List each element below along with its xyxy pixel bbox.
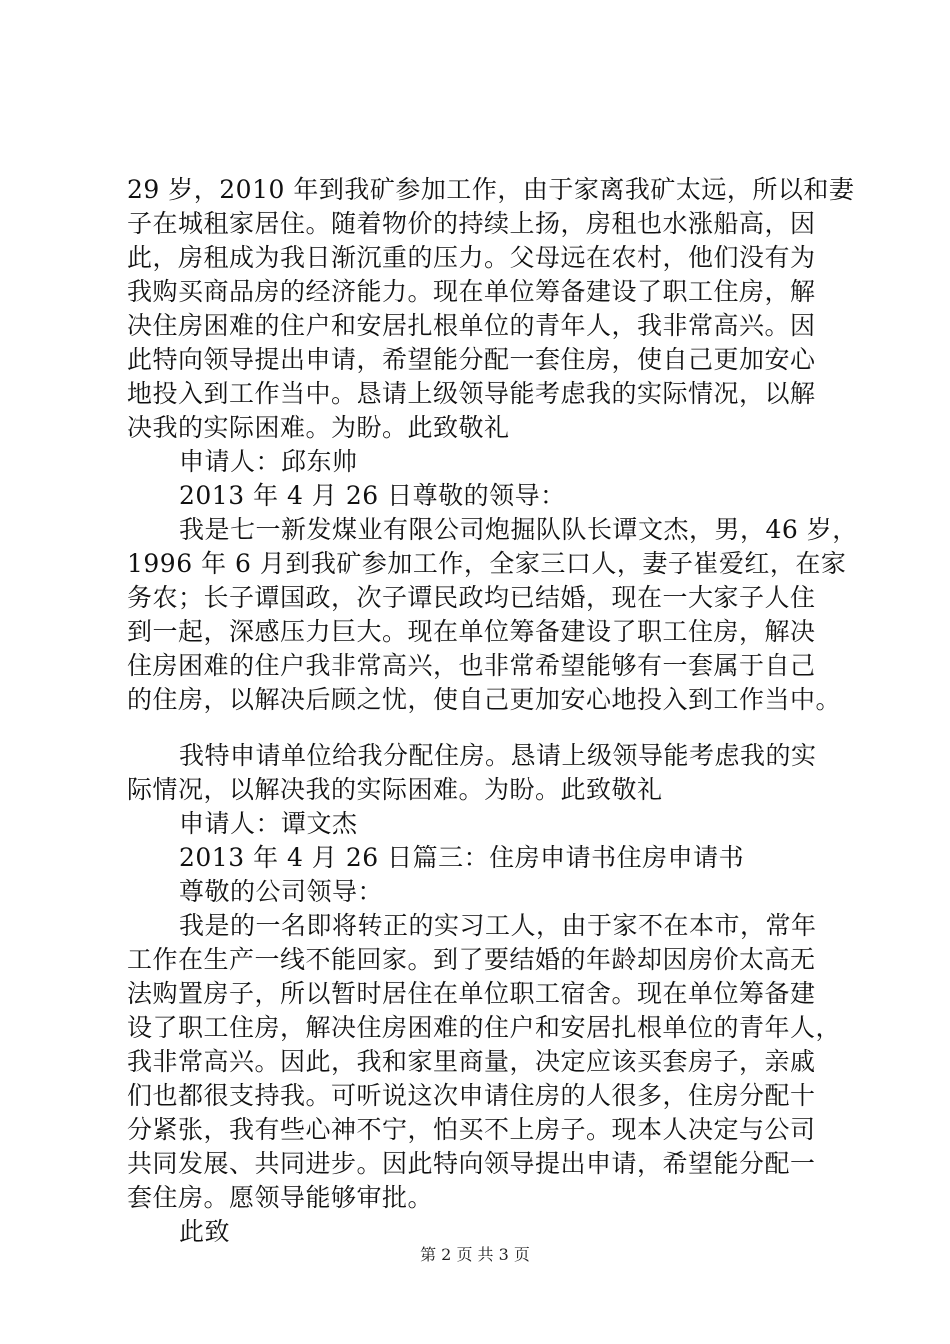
text-line: 29 岁，2010 年到我矿参加工作，由于家离我矿太远，所以和妻 (127, 175, 855, 204)
text-line: 法购置房子，所以暂时居住在单位职工宿舍。现在单位筹备建 (127, 979, 816, 1008)
text-line: 我是七一新发煤业有限公司炮掘队队长谭文杰，男，46 岁， (179, 515, 858, 544)
text-line: 决我的实际困难。为盼。此致敬礼 (127, 413, 510, 442)
salutation: 尊敬的公司领导： (179, 877, 384, 906)
date-line: 2013 年 4 月 26 日篇三：住房申请书住房申请书 (179, 843, 745, 872)
text-line: 我是的一名即将转正的实习工人，由于家不在本市，常年 (179, 911, 817, 940)
text-line: 套住房。愿领导能够审批。 (127, 1183, 434, 1212)
text-line: 决住房困难的住户和安居扎根单位的青年人，我非常高兴。因 (127, 311, 816, 340)
text-line: 此特向领导提出申请，希望能分配一套住房，使自己更加安心 (127, 345, 816, 374)
text-line: 际情况，以解决我的实际困难。为盼。此致敬礼 (127, 775, 663, 804)
text-line: 我购买商品房的经济能力。现在单位筹备建设了职工住房，解 (127, 277, 816, 306)
page-footer: 第 2 页 共 3 页 (420, 1245, 530, 1264)
text-line: 工作在生产一线不能回家。到了要结婚的年龄却因房价太高无 (127, 945, 816, 974)
closing: 此致 (179, 1217, 231, 1246)
text-line: 此，房租成为我日渐沉重的压力。父母远在农村，他们没有为 (127, 243, 816, 272)
text-line: 我非常高兴。因此，我和家里商量，决定应该买套房子，亲戚 (127, 1047, 816, 1076)
date-line: 2013 年 4 月 26 日尊敬的领导： (179, 481, 566, 510)
text-line: 到一起，深感压力巨大。现在单位筹备建设了职工住房，解决 (127, 617, 816, 646)
text-line: 住房困难的住户我非常高兴，也非常希望能够有一套属于自己 (127, 651, 816, 680)
text-line: 子在城租家居住。随着物价的持续上扬，房租也水涨船高，因 (127, 209, 816, 238)
text-line: 的住房，以解决后顾之忧，使自己更加安心地投入到工作当中。 (127, 685, 842, 714)
text-line: 1996 年 6 月到我矿参加工作，全家三口人，妻子崔爱红，在家 (127, 549, 847, 578)
text-line: 们也都很支持我。可听说这次申请住房的人很多，住房分配十 (127, 1081, 816, 1110)
applicant-signature: 申请人：谭文杰 (179, 809, 358, 838)
text-line: 地投入到工作当中。恳请上级领导能考虑我的实际情况，以解 (127, 379, 816, 408)
applicant-signature: 申请人：邱东帅 (179, 447, 358, 476)
text-line: 共同发展、共同进步。因此特向领导提出申请，希望能分配一 (127, 1149, 816, 1178)
text-line: 务农；长子谭国政，次子谭民政均已结婚，现在一大家子人住 (127, 583, 816, 612)
text-line: 设了职工住房，解决住房困难的住户和安居扎根单位的青年人， (127, 1013, 842, 1042)
text-line: 我特申请单位给我分配住房。恳请上级领导能考虑我的实 (179, 741, 817, 770)
text-line: 分紧张，我有些心神不宁，怕买不上房子。现本人决定与公司 (127, 1115, 816, 1144)
